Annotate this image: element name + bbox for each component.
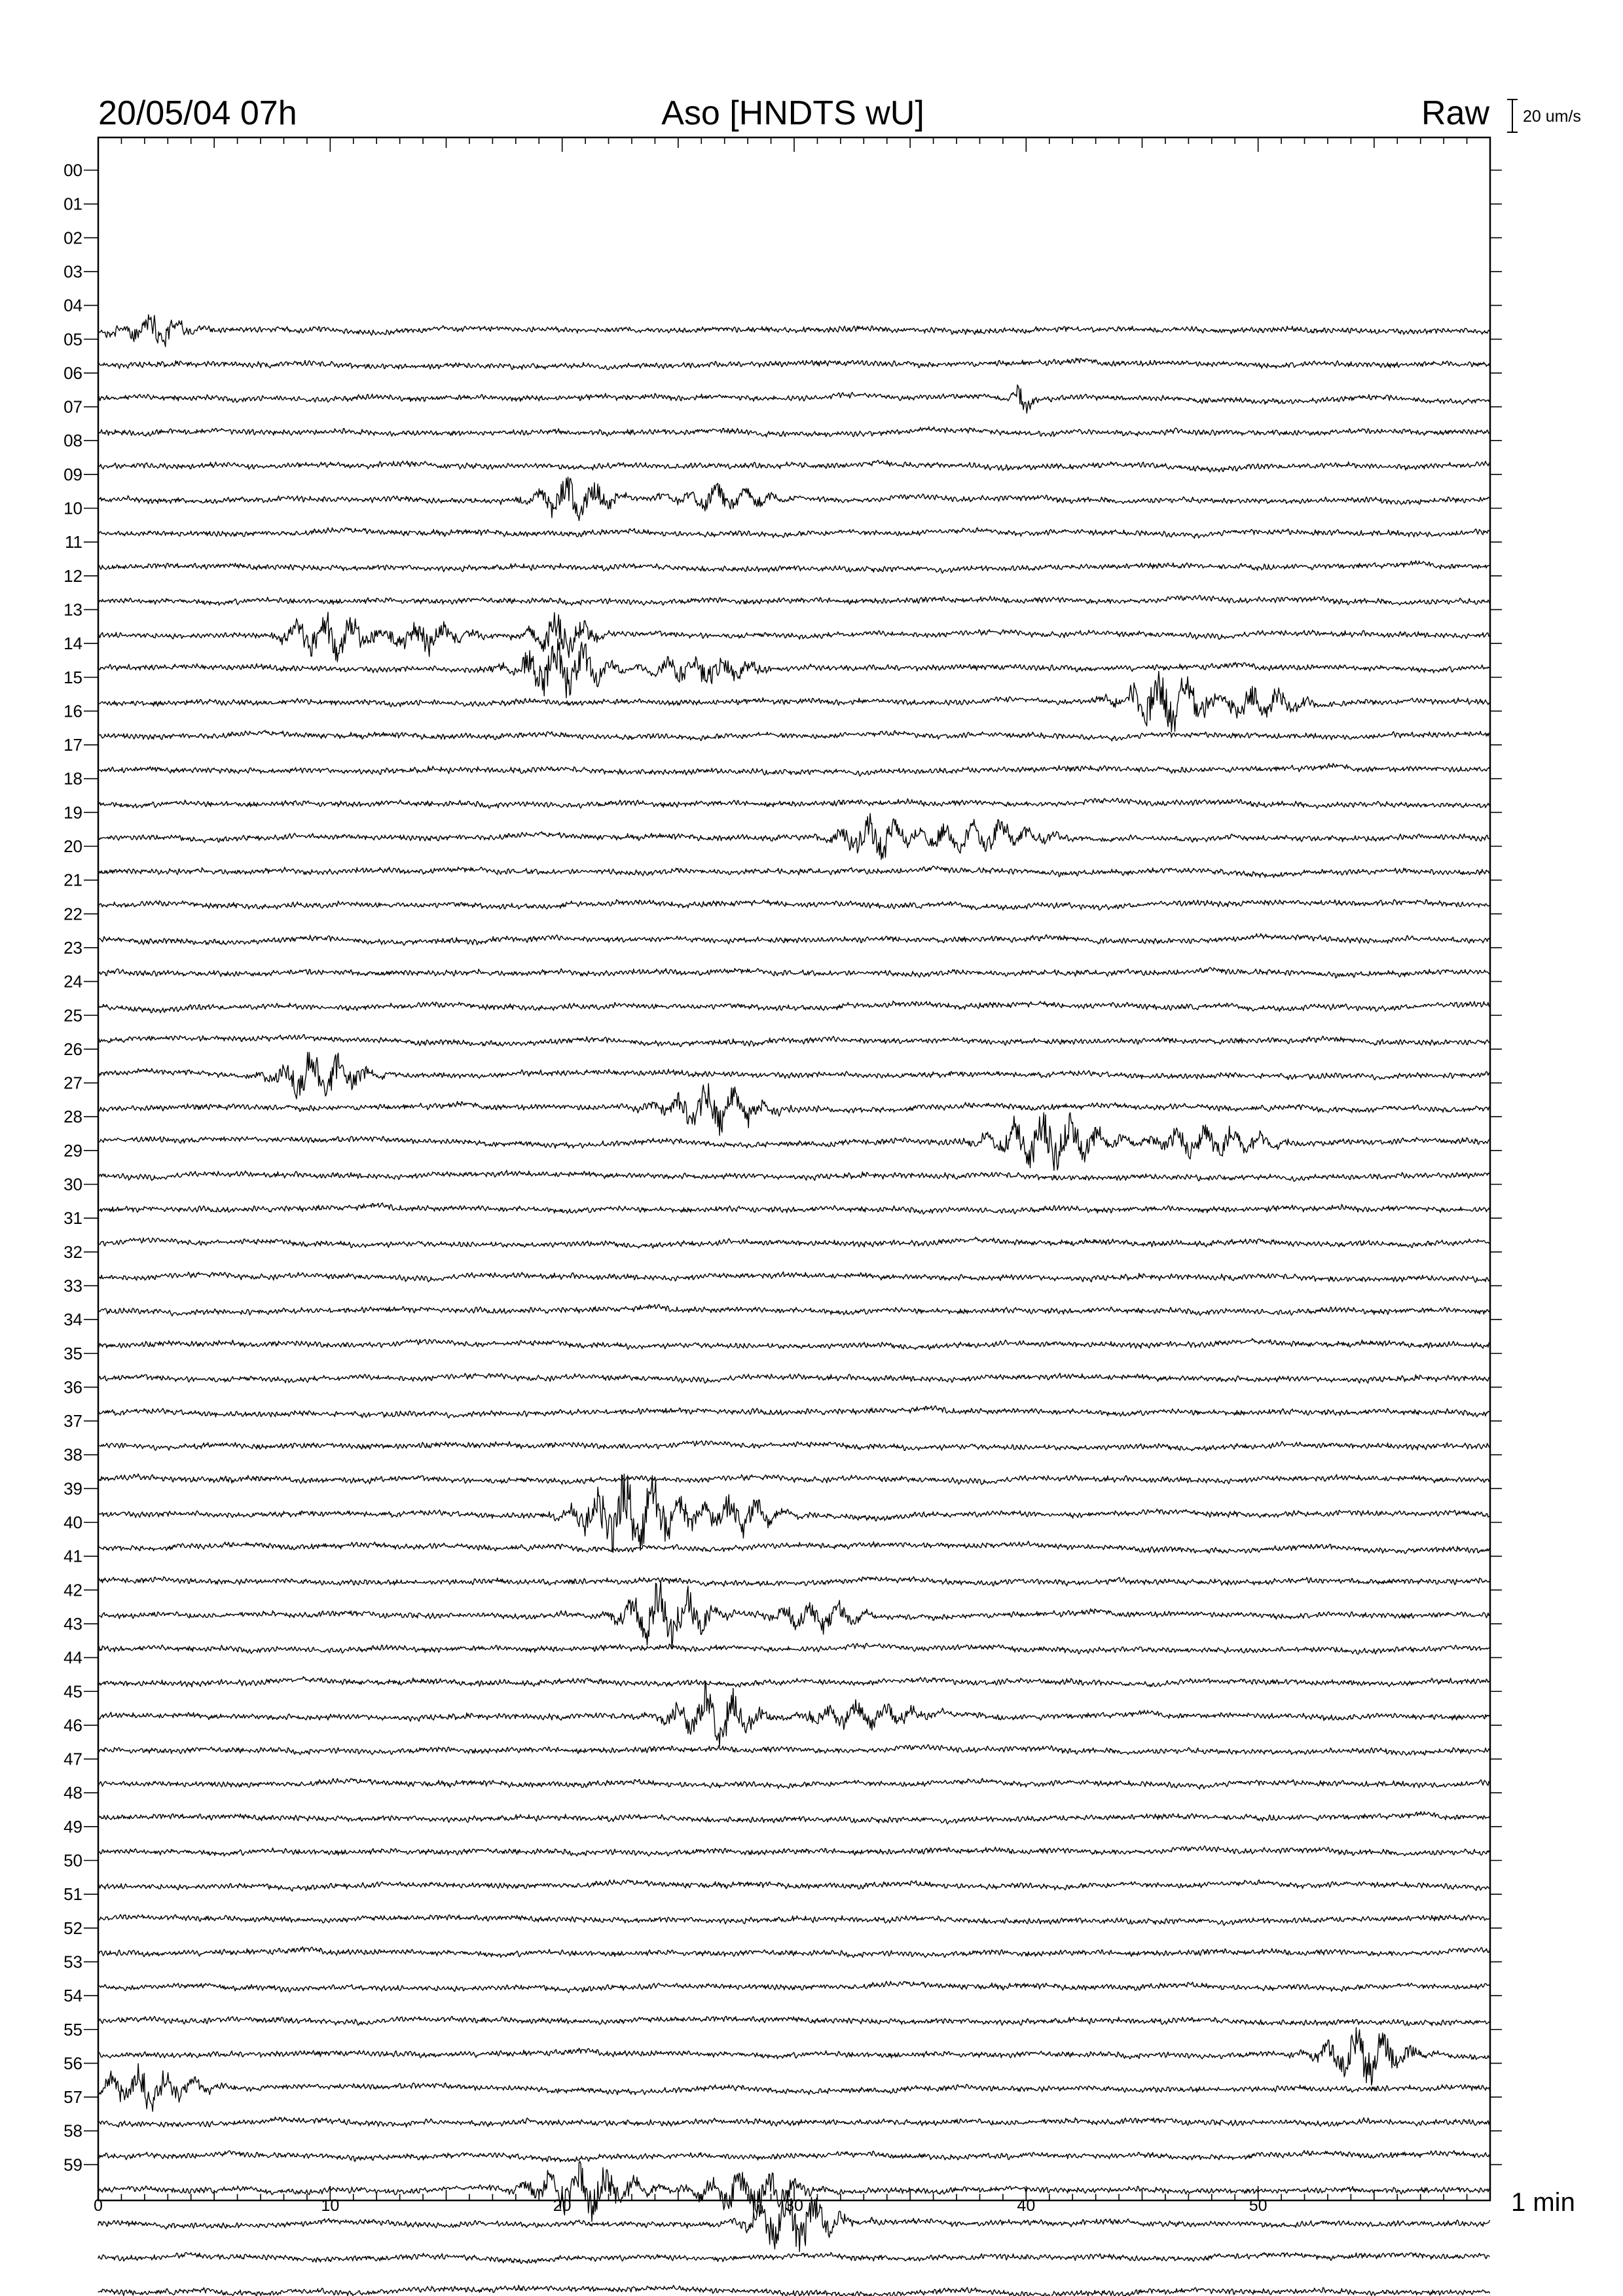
row-label: 41 (64, 1546, 82, 1566)
seismic-trace (98, 1541, 1490, 1554)
seismic-trace (98, 1778, 1490, 1789)
row-label: 15 (64, 667, 82, 687)
row-label: 40 (64, 1513, 82, 1532)
row-label: 45 (64, 1681, 82, 1702)
seismic-trace (98, 2017, 1490, 2026)
seismic-trace (98, 528, 1490, 538)
x-tick-label: 10 (321, 2197, 340, 2215)
row-label: 03 (64, 261, 82, 281)
seismic-trace (98, 1846, 1490, 1856)
row-label: 10 (64, 498, 82, 518)
row-label: 17 (64, 735, 82, 755)
row-label: 00 (64, 160, 82, 180)
row-label: 25 (64, 1005, 82, 1026)
seismic-trace (98, 1113, 1490, 1170)
header-mode: Raw (1421, 94, 1489, 132)
row-label: 43 (64, 1613, 82, 1634)
row-label: 21 (64, 870, 82, 890)
seismic-trace (98, 967, 1490, 978)
row-label: 19 (64, 802, 82, 823)
row-label: 48 (64, 1783, 82, 1803)
x-tick-label: 50 (1249, 2197, 1267, 2215)
seismic-trace (98, 1643, 1490, 1655)
row-label: 59 (64, 2155, 82, 2175)
row-labels (64, 160, 1502, 2174)
seismic-trace (98, 1441, 1490, 1451)
row-label: 52 (64, 1918, 82, 1938)
row-label: 56 (64, 2053, 82, 2073)
seismic-trace (98, 1338, 1490, 1350)
row-label: 32 (64, 1242, 82, 1262)
row-label: 22 (64, 904, 82, 924)
seismic-trace (98, 1744, 1490, 1755)
seismic-traces (98, 315, 1490, 2296)
seismic-trace (98, 934, 1490, 946)
x-tick-label: 40 (1017, 2197, 1036, 2215)
seismic-trace (98, 315, 1490, 347)
row-label: 28 (64, 1107, 82, 1127)
row-label: 12 (64, 565, 82, 586)
row-label: 50 (64, 1850, 82, 1871)
row-label: 53 (64, 1952, 82, 1972)
seismic-trace (98, 2064, 1490, 2111)
row-label: 51 (64, 1884, 82, 1905)
seismic-trace (98, 763, 1490, 776)
plot-frame (98, 137, 1490, 2200)
row-label: 36 (64, 1377, 82, 1397)
seismic-trace (98, 460, 1490, 472)
seismic-trace (98, 358, 1490, 369)
seismic-trace (98, 1474, 1490, 1552)
header-station: Aso [HNDTS wU] (661, 94, 924, 132)
seismic-trace (98, 730, 1490, 741)
seismic-trace (98, 1203, 1490, 1214)
seismic-trace (98, 385, 1490, 413)
row-label: 11 (65, 532, 82, 552)
seismic-trace (98, 639, 1490, 698)
row-label: 58 (64, 2121, 82, 2141)
row-label: 34 (64, 1310, 82, 1330)
row-label: 26 (64, 1039, 82, 1059)
seismic-trace (98, 866, 1490, 878)
row-label: 08 (64, 431, 82, 451)
seismic-trace (98, 1880, 1490, 1891)
seismic-trace (98, 1373, 1490, 1384)
row-label: 05 (64, 329, 82, 350)
seismic-trace (98, 1581, 1490, 1649)
seismic-trace (98, 1001, 1490, 1013)
seismic-trace (98, 1052, 1490, 1099)
seismic-trace (98, 1577, 1490, 1587)
amplitude-scale-label: 20 um/s (1523, 107, 1581, 126)
seismic-trace (98, 613, 1490, 662)
row-label: 14 (64, 634, 82, 654)
row-label: 33 (64, 1276, 82, 1296)
frame-ticks (98, 137, 1490, 2200)
seismic-trace (98, 1272, 1490, 1282)
x-tick-labels (94, 2197, 1267, 2215)
seismic-trace (98, 2286, 1490, 2296)
seismic-trace (98, 1035, 1490, 1047)
seismic-trace (98, 1170, 1490, 1181)
row-label: 37 (64, 1411, 82, 1431)
seismic-trace (98, 1981, 1490, 1992)
x-unit-label: 1 min (1511, 2188, 1575, 2217)
row-label: 57 (64, 2087, 82, 2108)
seismic-trace (98, 1812, 1490, 1824)
seismic-trace (98, 899, 1490, 910)
seismic-trace (98, 1947, 1490, 1958)
seismic-trace (98, 2151, 1490, 2162)
row-label: 04 (64, 295, 82, 315)
seismic-trace (98, 1474, 1490, 1485)
x-tick-label: 20 (553, 2197, 572, 2215)
row-label: 16 (64, 701, 82, 721)
row-label: 38 (64, 1444, 82, 1465)
row-label: 35 (64, 1343, 82, 1363)
seismic-trace (98, 672, 1490, 732)
row-label: 18 (64, 768, 82, 789)
row-label: 44 (64, 1647, 82, 1668)
header-datetime: 20/05/04 07h (98, 94, 297, 132)
amplitude-scale-bar (1507, 99, 1581, 132)
row-label: 46 (64, 1715, 82, 1735)
seismic-trace (98, 1914, 1490, 1926)
seismic-trace (98, 1682, 1490, 1746)
row-label: 01 (64, 194, 82, 214)
seismic-trace (98, 561, 1490, 573)
row-label: 27 (64, 1073, 82, 1093)
row-label: 23 (64, 937, 82, 958)
seismic-trace (98, 1406, 1490, 1418)
x-tick-label: 0 (94, 2197, 103, 2215)
seismic-trace (98, 427, 1490, 437)
seismic-trace (98, 1677, 1490, 1687)
row-label: 49 (64, 1816, 82, 1837)
row-label: 55 (64, 2019, 82, 2039)
row-label: 39 (64, 1479, 82, 1499)
row-label: 42 (64, 1580, 82, 1600)
row-label: 24 (64, 971, 82, 992)
row-label: 31 (64, 1208, 82, 1229)
seismic-trace (98, 1083, 1490, 1135)
row-label: 29 (64, 1140, 82, 1160)
seismic-trace (98, 2252, 1490, 2263)
seismic-trace (98, 814, 1490, 859)
seismic-trace (98, 477, 1490, 521)
row-label: 20 (64, 836, 82, 856)
row-label: 07 (64, 397, 82, 417)
seismic-trace (98, 2117, 1490, 2128)
row-label: 30 (64, 1174, 82, 1194)
seismic-trace (98, 595, 1490, 605)
seismic-trace (98, 2028, 1490, 2085)
row-label: 02 (64, 228, 82, 248)
seismic-trace (98, 1304, 1490, 1316)
seismic-trace (98, 798, 1490, 809)
seismic-trace (98, 1237, 1490, 1248)
row-label: 13 (64, 600, 82, 620)
x-tick-label: 30 (785, 2197, 803, 2215)
row-label: 06 (64, 363, 82, 383)
row-label: 54 (64, 1986, 82, 2006)
row-label: 47 (64, 1749, 82, 1769)
row-label: 09 (64, 464, 82, 484)
